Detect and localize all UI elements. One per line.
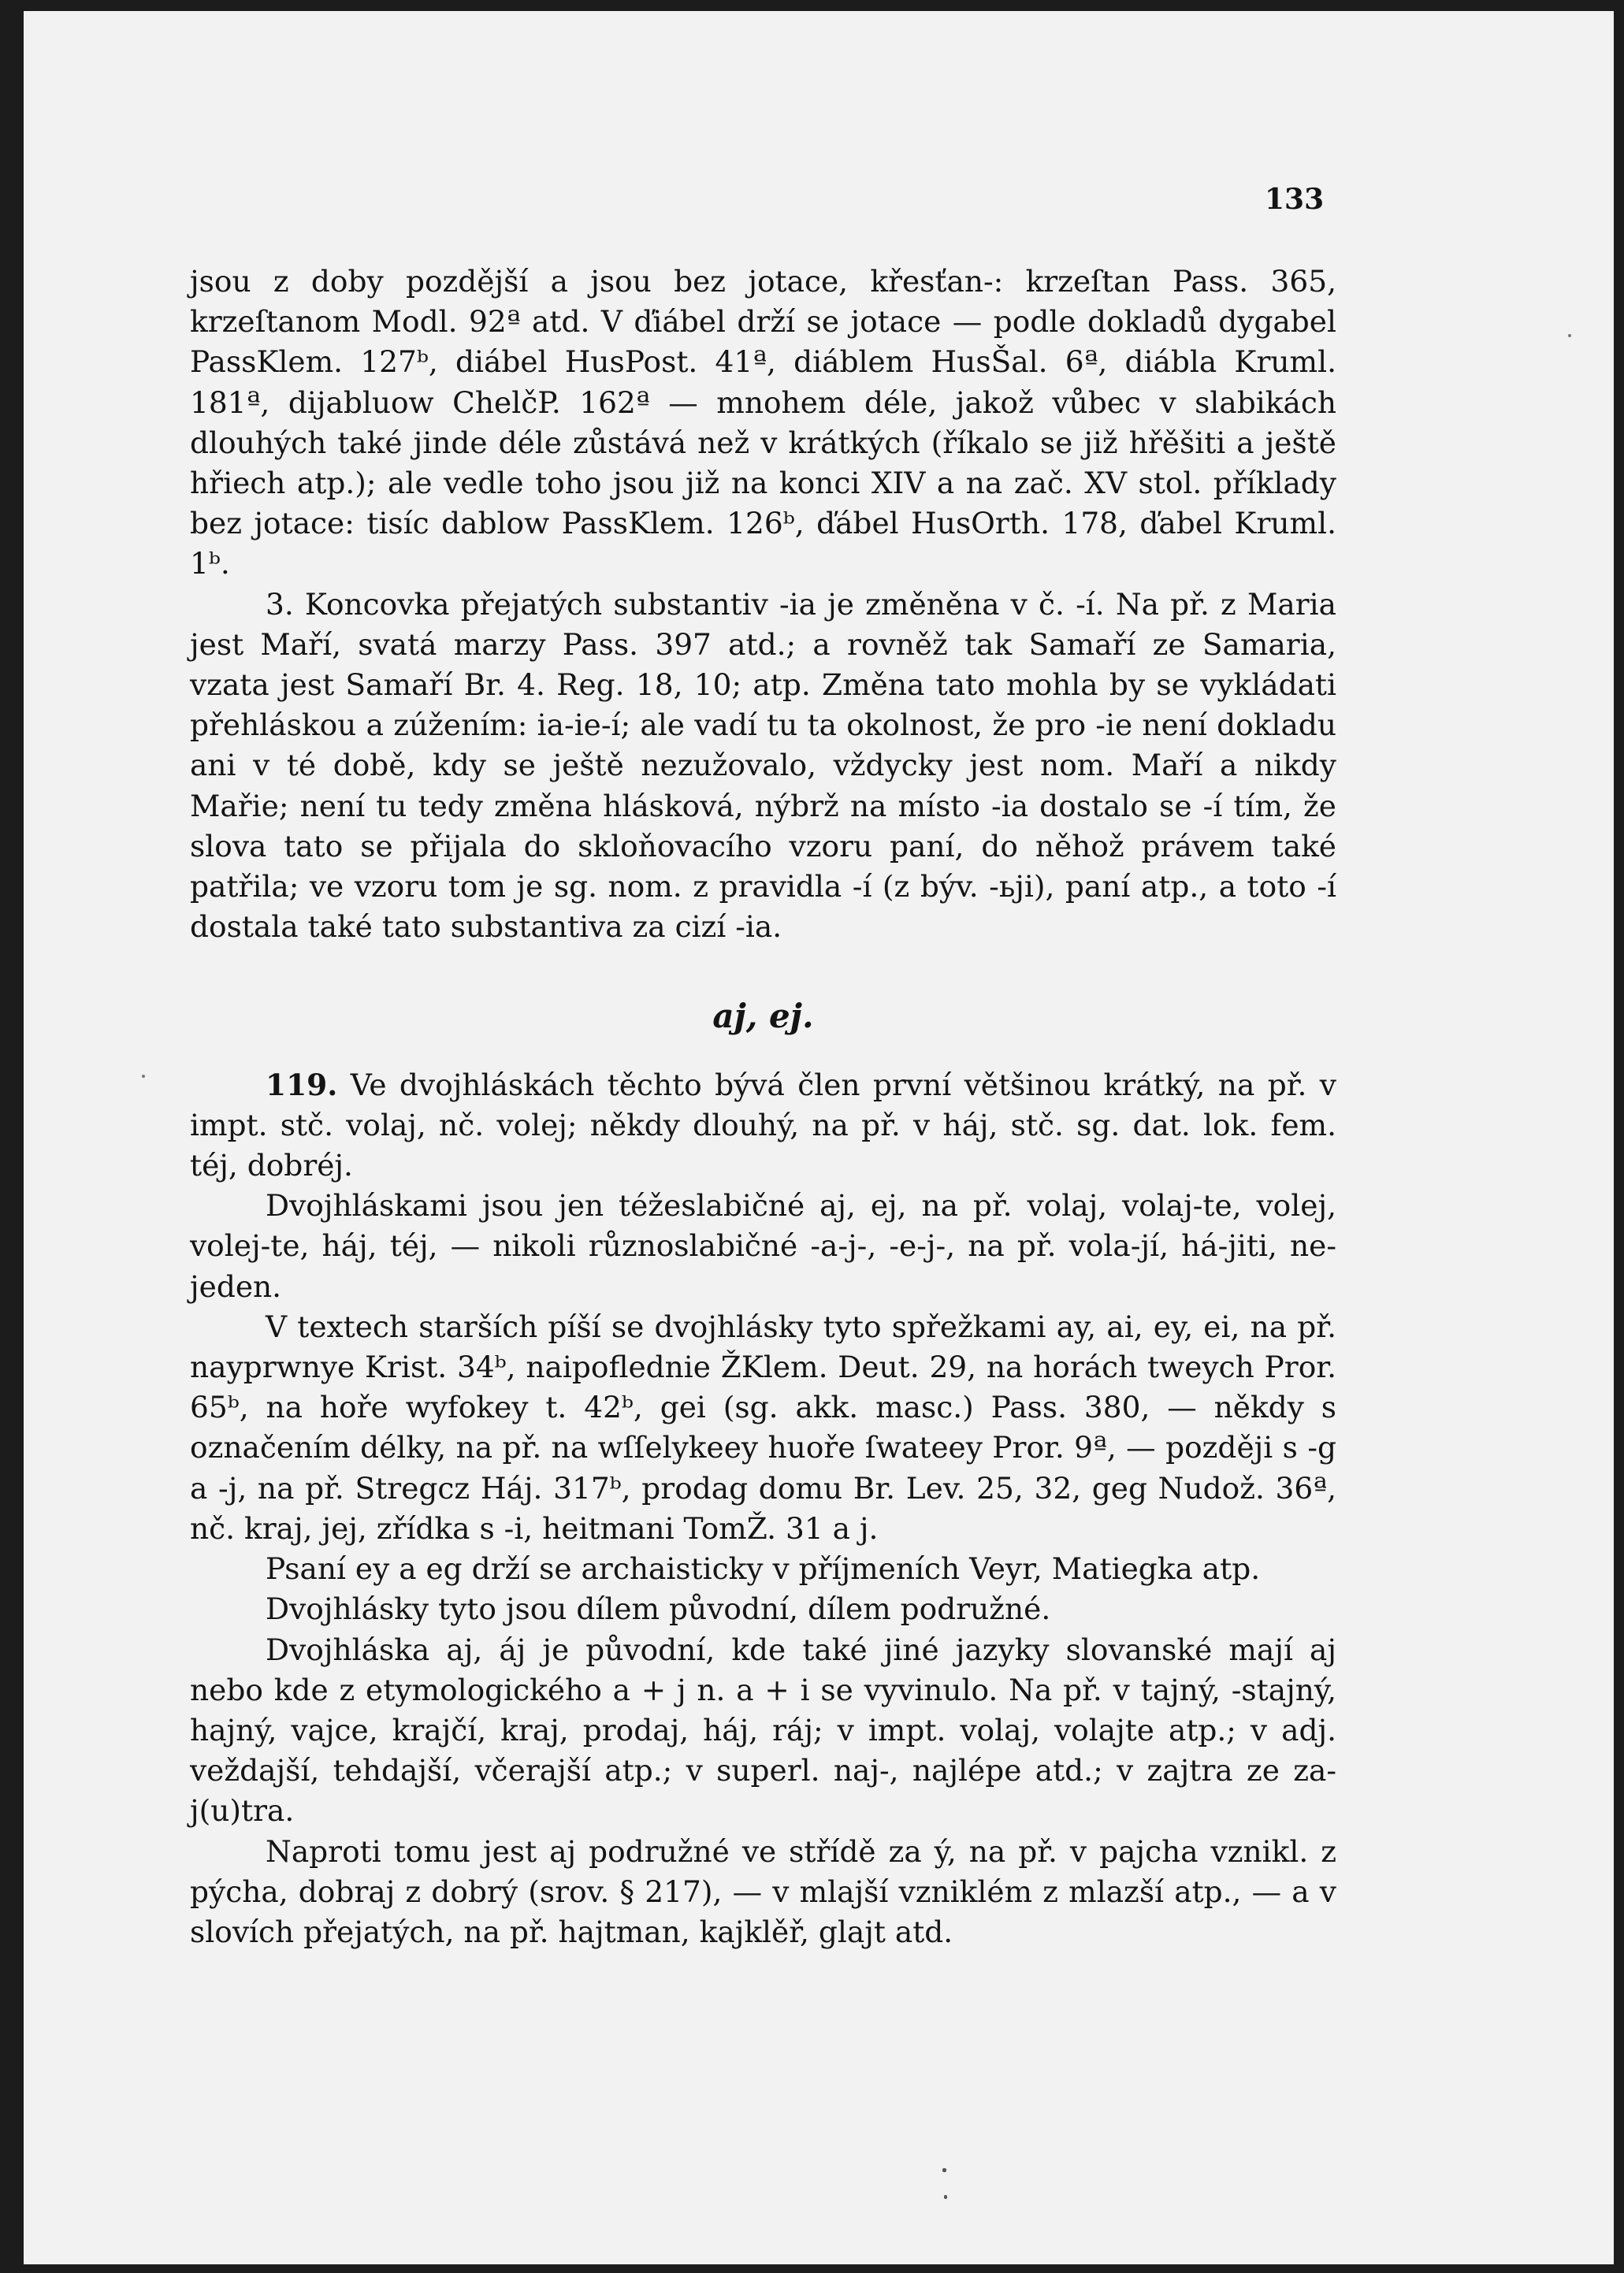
scan-speck <box>942 2168 946 2172</box>
paragraph-bottom-2: Dvojhláskami jsou jen téžeslabičné aj, ej, na př. volaj, volaj-te, volej, volej-te, háj, téj, — nikoli různoslabičné -a-j-, -e-j-, na př. vola-jí, há-jiti, ne-jeden. <box>190 1188 1336 1304</box>
paragraph-bottom-5: Dvojhlásky tyto jsou dílem původní, dílem podružné. <box>266 1591 1051 1627</box>
paragraph-bottom-6: Dvojhláska aj, áj je původní, kde také jiné jazyky slovanské mají aj nebo kde z etymologického a + j n. a + i se vyvinulo. Na př. v tajný, -stajný, hajný, vajce, krajčí, kraj, prodaj, háj, ráj; v impt. volaj, volajte atp.; v adj. veždajší, tehdajší, včerajší atp.; v superl. naj-, najlépe atd.; v zajtra ze za-j(u)tra. <box>190 1632 1336 1829</box>
paragraph-bottom-7: Naproti tomu jest aj podružné ve střídě za ý, na př. v pajcha vznikl. z pýcha, dobraj z dobrý (srov. § 217), — v mlajší vzniklém z mlazší atp., — a v slovích přejatých, na př. hajtman, kajklěř, glajt atd. <box>190 1833 1336 1949</box>
paragraph-top-2: 3. Koncovka přejatých substantiv -ia je změněna v č. -í. Na př. z Maria jest Maří, svatá marzy Pass. 397 atd.; a rovněž tak Samaří ze Samaria, vzata jest Samaří Br. 4. Reg. 18, 10; atp. Změna tato mohla by se vykládati přehláskou a zúžením: ia-ie-í; ale vadí tu ta okolnost, že pro -ie není dokladu ani v té době, kdy se ještě nezužovalo, vždycky jest nom. Maří a nikdy Mařie; není tu tedy změna hlásková, nýbrž na místo -ia dostalo se -í tím, že slova tato se přijala do skloňovacího vzoru paní, do něhož právem také patřila; ve vzoru tom je sg. nom. z pravidla -í (z býv. -ьji), paní atp., a toto -í dostala také tato substantiva za cizí -ia. <box>190 586 1336 945</box>
scan-speck <box>1568 334 1571 337</box>
section-number: 119. <box>266 1067 338 1102</box>
paragraph-bottom-3: V textech starších píší se dvojhlásky tyto spřežkami ay, ai, ey, ei, na př. nayprwnye Krist. 34ᵇ, naipoflednie ŽKlem. Deut. 29, na horách tweych Pror. 65ᵇ, na hoře wyfokey t. 42ᵇ, gei (sg. akk. masc.) Pass. 380, — někdy s označením délky, na př. na wſſelykeey huoře ſwateey Pror. 9ª, — později s -g a -j, na př. Stregcz Háj. 317ᵇ, prodag domu Br. Lev. 25, 32, geg Nudož. 36ª, nč. kraj, jej, zřídka s -i, heitmani TomŽ. 31 a j. <box>190 1309 1336 1546</box>
page-body <box>190 262 1336 1952</box>
paragraph-top-1: jsou z doby pozdější a jsou bez jotace, křesťan-: krzeſtan Pass. 365, krzeſtanom Modl. 92ª atd. V ďiábel drží se jotace — podle dokladů dygabel PassKlem. 127ᵇ, diábel HusPost. 41ª, diáblem HusŠal. 6ª, diábla Kruml. 181ª, dijabluow ChelčP. 162ª — mnohem déle, jakož vůbec v slabikách dlouhých také jinde déle zůstává než v krátkých (říkalo se již hřěšiti a ještě hřiech atp.); ale vedle toho jsou již na konci XIV a na zač. XV stol. příklady bez jotace: tisíc dablow PassKlem. 126ᵇ, ďábel HusOrth. 178, ďabel Kruml. 1ᵇ. <box>190 264 1336 581</box>
paragraph-119-text: Ve dvojhláskách těchto bývá člen první většinou krátký, na př. v impt. stč. volaj, nč. volej; někdy dlouhý, na př. v háj, stč. sg. dat. lok. fem. téj, dobréj. <box>190 1067 1336 1183</box>
scanned-page <box>24 11 1614 2264</box>
page-number: 133 <box>1265 183 1325 216</box>
paragraph-119 <box>190 1065 1336 1187</box>
scan-speck <box>142 1075 145 1078</box>
scan-speck <box>944 2195 947 2199</box>
section-heading: aj, ej. <box>712 997 814 1036</box>
paragraph-bottom-4: Psaní ey a eg drží se archaisticky v příjmeních Veyr, Matiegka atp. <box>266 1551 1261 1587</box>
